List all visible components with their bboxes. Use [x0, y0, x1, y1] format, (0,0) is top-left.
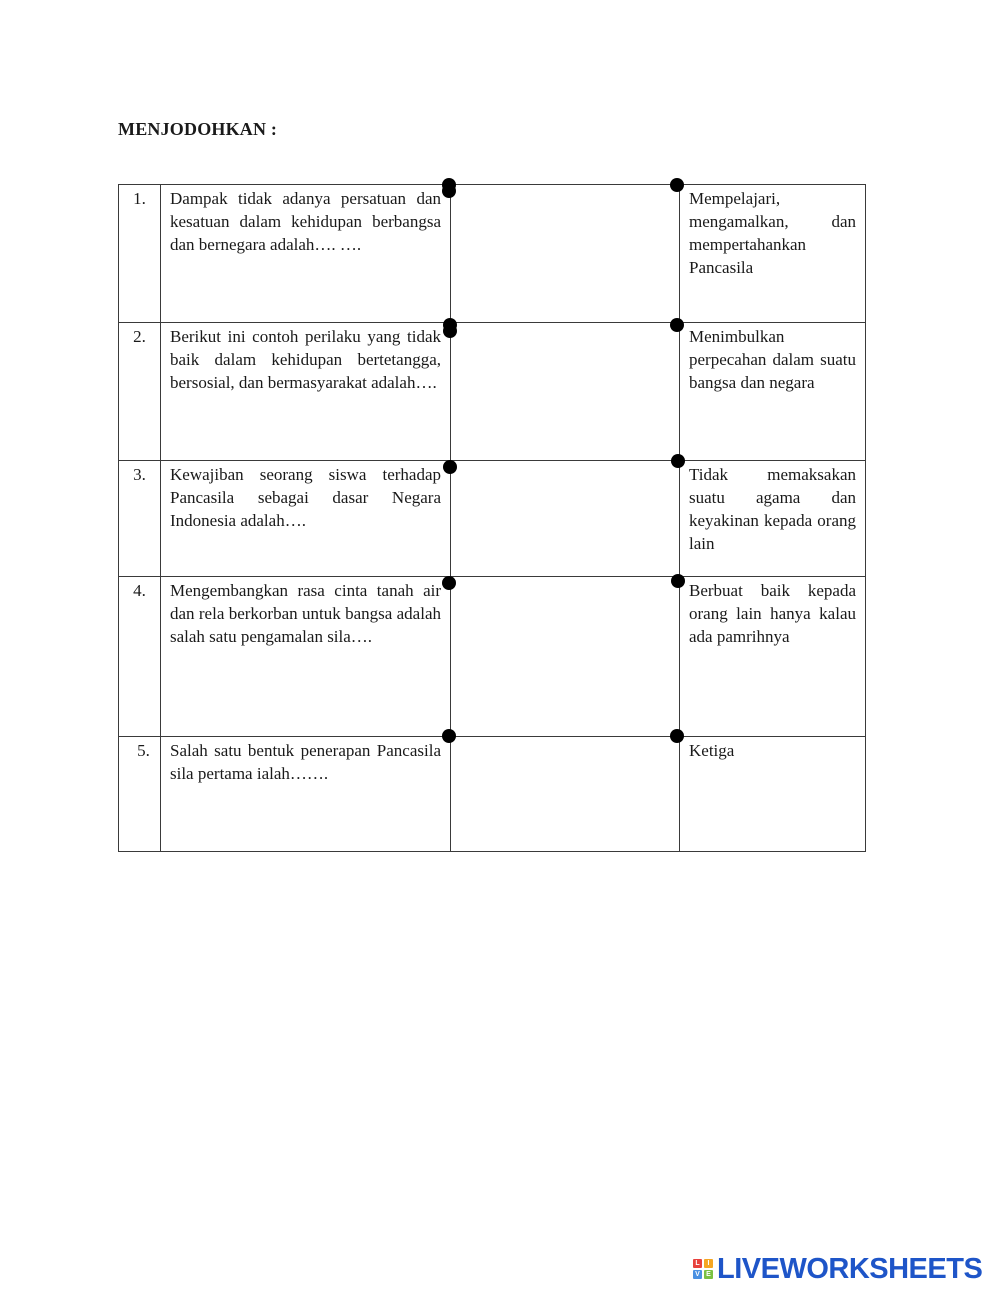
answer-cell: Berbuat baik kepada orang lain hanya kalau ada pamrihnya	[680, 577, 866, 737]
match-area	[451, 461, 680, 577]
row-number: 5.	[119, 737, 161, 852]
question-cell: Dampak tidak adanya persatuan dan kesatuan dalam kehidupan berbangsa dan bernegara adalah…. ….	[161, 185, 451, 323]
match-area	[451, 323, 680, 461]
row-number: 4.	[119, 577, 161, 737]
row-number: 2.	[119, 323, 161, 461]
page-title: MENJODOHKAN :	[118, 119, 278, 139]
answer-cell: Tidak memaksakan suatu agama dan keyakinan kepada orang lain	[680, 461, 866, 577]
match-dot-right-2[interactable]	[670, 318, 684, 332]
liveworksheets-logo	[693, 1254, 982, 1284]
answer-cell: Menimbulkan perpecahan dalam suatu bangsa dan negara	[680, 323, 866, 461]
match-dot-right-1[interactable]	[670, 178, 684, 192]
question-cell: Kewajiban seorang siswa terhadap Pancasila sebagai dasar Negara Indonesia adalah….	[161, 461, 451, 577]
match-dot-right-4[interactable]	[671, 574, 685, 588]
logo-text: LIVEWORKSHEETS	[717, 1252, 983, 1285]
match-dot-left-1b[interactable]	[442, 184, 456, 198]
match-dot-right-3[interactable]	[671, 454, 685, 468]
match-area	[451, 737, 680, 852]
match-area	[451, 185, 680, 323]
match-dot-left-2b[interactable]	[443, 324, 457, 338]
match-dot-left-5[interactable]	[442, 729, 456, 743]
match-dot-left-3[interactable]	[443, 460, 457, 474]
match-dot-right-5[interactable]	[670, 729, 684, 743]
logo-mark-icon: L I V E	[693, 1259, 713, 1279]
question-cell: Berikut ini contoh perilaku yang tidak baik dalam kehidupan bertetangga, bersosial, dan bermasyarakat adalah….	[161, 323, 451, 461]
match-area	[451, 577, 680, 737]
answer-cell: Mempelajari, mengamalkan, dan mempertahankan Pancasila	[680, 185, 866, 323]
table-row	[119, 323, 866, 461]
row-number: 3.	[119, 461, 161, 577]
question-cell: Salah satu bentuk penerapan Pancasila sila pertama ialah…….	[161, 737, 451, 852]
table-row	[119, 461, 866, 577]
table-row	[119, 737, 866, 852]
question-cell: Mengembangkan rasa cinta tanah air dan rela berkorban untuk bangsa adalah salah satu pengamalan sila….	[161, 577, 451, 737]
matching-table	[118, 184, 866, 852]
table-row	[119, 577, 866, 737]
answer-cell: Ketiga	[680, 737, 866, 852]
match-dot-left-4[interactable]	[442, 576, 456, 590]
row-number: 1.	[119, 185, 161, 323]
table-row	[119, 185, 866, 323]
